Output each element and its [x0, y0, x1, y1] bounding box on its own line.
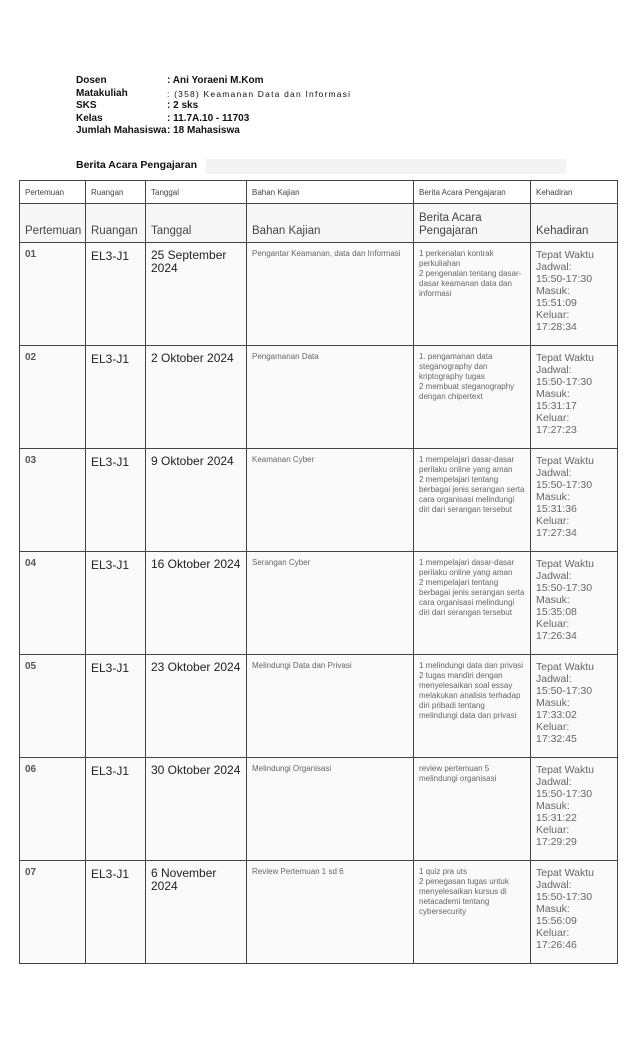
- cell-pertemuan: 03: [20, 449, 86, 552]
- table-row: [20, 449, 618, 552]
- kelas-value: : 11.7A.10 - 11703: [167, 112, 250, 124]
- table-row: [20, 243, 618, 346]
- cell-bahan-kajian: Serangan Cyber: [247, 552, 414, 655]
- teaching-record-table: [19, 180, 618, 964]
- cell-tanggal: 2 Oktober 2024: [146, 346, 247, 449]
- cell-pertemuan: 02: [20, 346, 86, 449]
- sks-value: : 2 sks: [167, 100, 199, 111]
- matakuliah-value: : (358) Keamanan Data dan Informasi: [167, 88, 352, 99]
- col-label-ruangan: Ruangan: [86, 204, 146, 243]
- table-header-row: [20, 204, 618, 243]
- col-label-tanggal: Tanggal: [146, 204, 247, 243]
- cell-ruangan: EL3-J1: [86, 449, 146, 552]
- jumlah-value: : 18 Mahasiswa: [167, 125, 240, 136]
- cell-ruangan: EL3-J1: [86, 655, 146, 758]
- sks-label: SKS: [76, 100, 97, 111]
- cell-ruangan: EL3-J1: [86, 758, 146, 861]
- jumlah-label: Jumlah Mahasiswa: [76, 125, 167, 136]
- cell-tanggal: 9 Oktober 2024: [146, 449, 247, 552]
- col-header-pertemuan: Pertemuan: [20, 181, 86, 204]
- cell-pertemuan: 07: [20, 861, 86, 964]
- dosen-row: [76, 75, 351, 88]
- table-row: [20, 346, 618, 449]
- table-row: [20, 655, 618, 758]
- table-header-row-small: [20, 181, 618, 204]
- table-row: [20, 861, 618, 964]
- cell-kehadiran: Tepat Waktu Jadwal: 15:50-17:30 Masuk: 15:51:09 Keluar: 17:28:34: [531, 243, 618, 346]
- col-header-kehadiran: Kehadiran: [531, 181, 618, 204]
- cell-berita-acara: review pertemuan 5 melindungi organisasi: [414, 758, 531, 861]
- cell-berita-acara: 1 melindungi data dan privasi 2 tugas mandiri dengan menyelesaikan soal essay melakukan analisis terhadap diri pribadi tentang melindungi data dan privasi: [414, 655, 531, 758]
- cell-kehadiran: Tepat Waktu Jadwal: 15:50-17:30 Masuk: 15:31:22 Keluar: 17:29:29: [531, 758, 618, 861]
- cell-kehadiran: Tepat Waktu Jadwal: 15:50-17:30 Masuk: 15:31:36 Keluar: 17:27:34: [531, 449, 618, 552]
- table-row: [20, 758, 618, 861]
- cell-pertemuan: 01: [20, 243, 86, 346]
- matakuliah-row: [76, 88, 351, 101]
- kelas-row: [76, 113, 351, 126]
- cell-bahan-kajian: Review Pertemuan 1 sd 6: [247, 861, 414, 964]
- cell-bahan-kajian: Keamanan Cyber: [247, 449, 414, 552]
- cell-pertemuan: 06: [20, 758, 86, 861]
- col-header-berita-acara: Berita Acara Pengajaran: [414, 181, 531, 204]
- cell-tanggal: 6 November 2024: [146, 861, 247, 964]
- table-row: [20, 552, 618, 655]
- cell-kehadiran: Tepat Waktu Jadwal: 15:50-17:30 Masuk: 15:35:08 Keluar: 17:26:34: [531, 552, 618, 655]
- dosen-value: : Ani Yoraeni M.Kom: [167, 75, 264, 86]
- cell-kehadiran: Tepat Waktu Jadwal: 15:50-17:30 Masuk: 17:33:02 Keluar: 17:32:45: [531, 655, 618, 758]
- cell-berita-acara: 1. pengamanan data steganography dan kriptography tugas 2 membuat steganography dengan chipertext: [414, 346, 531, 449]
- col-label-pertemuan: Pertemuan: [20, 204, 86, 243]
- cell-ruangan: EL3-J1: [86, 552, 146, 655]
- cell-tanggal: 16 Oktober 2024: [146, 552, 247, 655]
- cell-berita-acara: 1 perkenalan kontrak perkuliahan 2 pengenalan tentang dasar-dasar keamanan data dan informasi: [414, 243, 531, 346]
- cell-bahan-kajian: Pengamanan Data: [247, 346, 414, 449]
- cell-bahan-kajian: Pengantar Keamanan, data dan Informasi: [247, 243, 414, 346]
- cell-tanggal: 25 September 2024: [146, 243, 247, 346]
- col-header-bahan-kajian: Bahan Kajian: [247, 181, 414, 204]
- cell-ruangan: EL3-J1: [86, 346, 146, 449]
- col-header-tanggal: Tanggal: [146, 181, 247, 204]
- cell-kehadiran: Tepat Waktu Jadwal: 15:50-17:30 Masuk: 15:56:09 Keluar: 17:26:46: [531, 861, 618, 964]
- cell-bahan-kajian: Melindungi Organisasi: [247, 758, 414, 861]
- course-info: [76, 75, 351, 138]
- col-label-bahan-kajian: Bahan Kajian: [247, 204, 414, 243]
- jumlah-row: [76, 125, 351, 138]
- cell-pertemuan: 04: [20, 552, 86, 655]
- cell-berita-acara: 1 quiz pra uts 2 penegasan tugas untuk menyelesaikan kursus di netacademi tentang cybersecurity: [414, 861, 531, 964]
- dosen-label: Dosen: [76, 75, 107, 86]
- cell-tanggal: 23 Oktober 2024: [146, 655, 247, 758]
- kelas-label: Kelas: [76, 112, 103, 124]
- cell-berita-acara: 1 mempelajari dasar-dasar perilaku online yang aman 2 mempelajari tentang berbagai jenis serangan serta cara organisasi melindungi diri dari serangan tersebut: [414, 552, 531, 655]
- cell-berita-acara: 1 mempelajari dasar-dasar perilaku online yang aman 2 mempelajari tentang berbagai jenis serangan serta cara organisasi melindungi diri dari serangan tersebut: [414, 449, 531, 552]
- matakuliah-label: Matakuliah: [76, 87, 128, 99]
- cell-pertemuan: 05: [20, 655, 86, 758]
- sks-row: [76, 100, 351, 113]
- cell-ruangan: EL3-J1: [86, 243, 146, 346]
- col-label-kehadiran: Kehadiran: [531, 204, 618, 243]
- cell-ruangan: EL3-J1: [86, 861, 146, 964]
- cell-kehadiran: Tepat Waktu Jadwal: 15:50-17:30 Masuk: 15:31:17 Keluar: 17:27:23: [531, 346, 618, 449]
- cell-bahan-kajian: Melindungi Data dan Privasi: [247, 655, 414, 758]
- cell-tanggal: 30 Oktober 2024: [146, 758, 247, 861]
- section-title: Berita Acara Pengajaran: [76, 159, 566, 174]
- col-label-berita-acara: Berita Acara Pengajaran: [414, 204, 531, 243]
- col-header-ruangan: Ruangan: [86, 181, 146, 204]
